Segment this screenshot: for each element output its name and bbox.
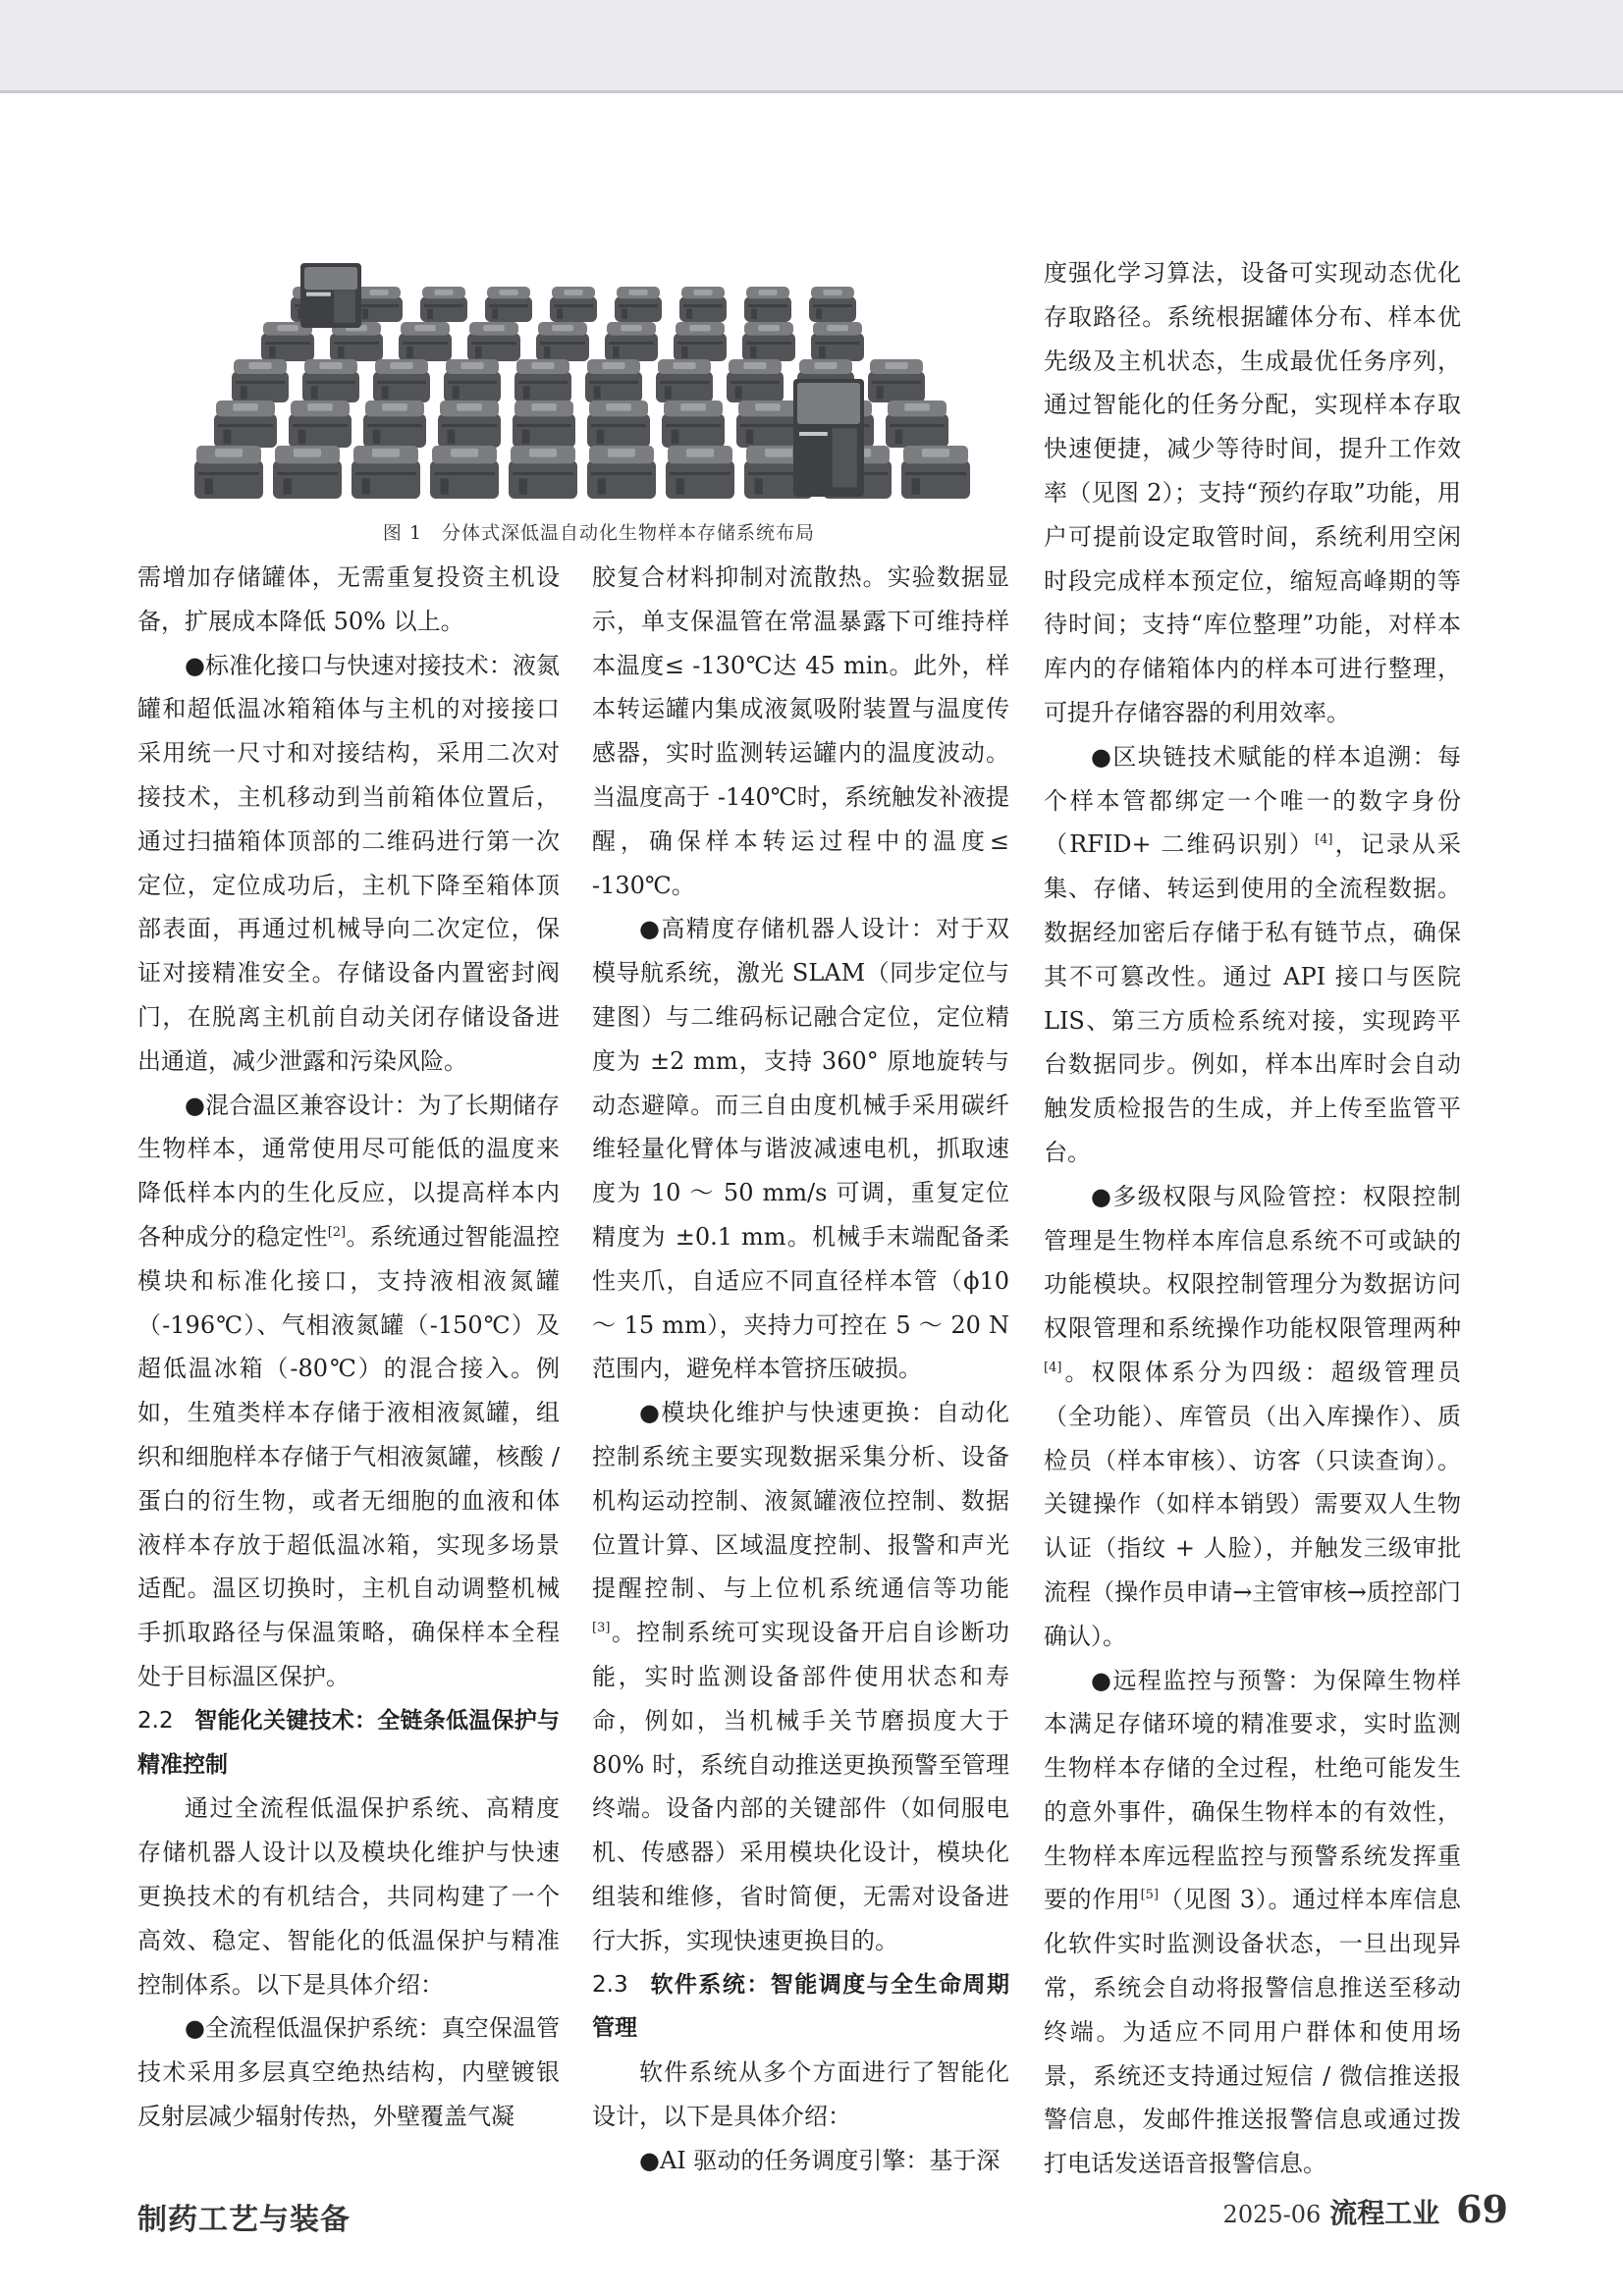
- paragraph: 软件系统从多个方面进行了智能化设计，以下是具体介绍：: [592, 2058, 1009, 2130]
- text-column-3: [1044, 251, 1461, 2186]
- text-column-1: [137, 556, 560, 2139]
- citation-ref: [2]: [327, 1224, 347, 1240]
- paragraph: ●全流程低温保护系统：真空保温管技术采用多层真空绝热结构，内壁镀银反射层减少辐射传热，外壁覆盖气凝: [137, 2014, 560, 2130]
- text-column-2: [592, 556, 1009, 2182]
- paragraph: [1044, 1175, 1461, 1659]
- paragraph-text: ，记录从采集、存储、转运到使用的全流程数据。数据经加密后存储于私有链节点，确保其不可篡改性。通过 API 接口与医院 LIS、第三方质检系统对接，实现跨平台数据同步。例如，样本出库时会自动触发质检报告的生成，并上传至监管平台。: [1044, 830, 1462, 1166]
- journal-section-label: 制药工艺与装备: [137, 2203, 351, 2237]
- storage-tank: [605, 333, 658, 361]
- section-number: 2.2: [137, 1707, 174, 1734]
- storage-tank: [536, 333, 589, 361]
- paragraph-text: ●模块化维护与快速更换：自动化控制系统主要实现数据采集分析、设备机构运动控制、液氮罐液位控制、数据位置计算、区域温度控制、报警和声光提醒控制、与上位机系统通信等功能: [592, 1399, 1009, 1603]
- paragraph: ●AI 驱动的任务调度引擎：基于深: [639, 2146, 1001, 2174]
- paragraph-text: ●混合温区兼容设计：为了长期储存生物样本，通常使用尽可能低的温度来降低样本内的生化反应，以提高样本内各种成分的稳定性: [137, 1091, 560, 1251]
- paragraph-text: ●多级权限与风险管控：权限控制管理是生物样本库信息系统不可或缺的功能模块。权限控制管理分为数据访问权限管理和系统操作功能权限管理两种: [1044, 1182, 1461, 1343]
- storage-tank-array-image: [192, 263, 1005, 508]
- paragraph-text: （见图 3）。通过样本库信息化软件实时监测设备状态，一旦出现异常，系统会自动将报警信息推送至移动终端。为适应不同用户群体和使用场景，系统还支持通过短信 / 微信推送报警信息，发邮件推送报警信息或通过拨打电话发送语音报警信息。: [1044, 1886, 1461, 2178]
- citation-ref: [4]: [1315, 832, 1333, 848]
- issue-date: 2025-06: [1222, 2201, 1322, 2228]
- paragraph: [1044, 1659, 1461, 2187]
- paragraph: [592, 1391, 1009, 1962]
- page-number: 69: [1456, 2187, 1508, 2231]
- paragraph: [137, 1084, 560, 1699]
- page-footer: [1223, 2187, 1508, 2231]
- storage-tank: [232, 371, 289, 402]
- journal-name: 流程工业: [1329, 2197, 1440, 2229]
- paragraph-text: 。控制系统可实现设备开启自诊断功能，实时监测设备部件使用状态和寿命，例如，当机械手关节磨损度大于 80% 时，系统自动推送更换预警至管理终端。设备内部的关键部件（如伺服电机、传感器）采用模块化设计，模块化组装和维修，省时简便，无需对设备进行大拆，实现快速更换目的。: [592, 1619, 1009, 1954]
- paragraph: 通过全流程低温保护系统、高精度存储机器人设计以及模块化维护与快速更换技术的有机结合，共同构建了一个高效、稳定、智能化的低温保护与精准控制体系。以下是具体介绍：: [137, 1794, 560, 1999]
- figure-storage-layout: [192, 263, 1005, 508]
- section-title: 智能化关键技术：全链条低温保护与精准控制: [137, 1707, 560, 1778]
- figure-caption: 图 1 分体式深低温自动化生物样本存储系统布局: [382, 522, 816, 544]
- paragraph: 胶复合材料抑制对流散热。实验数据显示，单支保温管在常温暴露下可维持样本温度≤ -130℃达 45 min。此外，样本转运罐内集成液氮吸附装置与温度传感器，实时监测转运罐内的温度波动。当温度高于 -140℃时，系统触发补液提醒，确保样本转运过程中的温度≤ -130℃。: [592, 563, 1009, 899]
- citation-ref: [5]: [1140, 1888, 1160, 1903]
- section-heading-2-3: [592, 1963, 1009, 2052]
- paragraph-text: ●区块链技术赋能的样本追溯：每个样本管都绑定一个唯一的数字身份（RFID+ 二维码识别）: [1044, 742, 1461, 859]
- paragraph-text: ●远程监控与预警：为保障生物样本满足存储环境的精准要求，实时监测生物样本存储的全过程，杜绝可能发生的意外事件，确保生物样本的有效性，生物样本库远程监控与预警系统发挥重要的作用: [1044, 1666, 1461, 1914]
- storage-tank: [587, 413, 650, 448]
- citation-ref: [3]: [592, 1621, 611, 1636]
- storage-tank: [674, 333, 727, 361]
- paragraph-text: 。系统通过智能温控模块和标准化接口，支持液相液氮罐（-196℃）、气相液氮罐（-150℃）及超低温冰箱（-80℃）的混合接入。例如，生殖类样本存储于液相液氮罐，组织和细胞样本存储于气相液氮罐，核酸 / 蛋白的衍生物，或者无细胞的血液和体液样本存放于超低温冰箱，实现多场景适配。温区切换时，主机自动调整机械手抓取路径与保温策略，确保样本全程处于目标温区保护。: [137, 1222, 561, 1690]
- page-header-band: [0, 0, 1623, 93]
- paragraph: [1044, 735, 1461, 1175]
- section-title: 软件系统：智能调度与全生命周期管理: [592, 1971, 1009, 2042]
- paragraph: ●高精度存储机器人设计：对于双模导航系统，激光 SLAM（同步定位与建图）与二维码标记融合定位，定位精度为 ±2 mm，支持 360° 原地旋转与动态避障。而三自由度机械手采用碳纤维轻量化臂体与谐波减速电机，抓取速度为 10 ～ 50 mm/s 可调，重复定位精度为 ±0.1 mm。机械手末端配备柔性夹爪，自适应不同直径样本管（ϕ10 ～ 15 mm），夹持力可控在 5 ～ 20 N 范围内，避免样本管挤压破损。: [592, 915, 1009, 1383]
- paragraph: ●标准化接口与快速对接技术：液氮罐和超低温冰箱箱体与主机的对接接口采用统一尺寸和对接结构，采用二次对接技术，主机移动到当前箱体位置后，通过扫描箱体顶部的二维码进行第一次定位，定位成功后，主机下降至箱体顶部表面，再通过机械导向二次定位，保证对接精准安全。存储设备内置密封阀门，在脱离主机前自动关闭存储设备进出通道，减少泄露和污染风险。: [137, 651, 560, 1075]
- storage-tank: [513, 413, 575, 448]
- citation-ref: [4]: [1044, 1360, 1062, 1375]
- storage-tank: [662, 413, 725, 448]
- section-heading-2-2: [137, 1699, 560, 1788]
- paragraph: 度强化学习算法，设备可实现动态优化存取路径。系统根据罐体分布、样本优先级及主机状态，生成最优任务序列，通过智能化的任务分配，实现样本存取快速便捷，减少等待时间，提升工作效率（见图 2）；支持“预约存取”功能，用户可提前设定取管时间，系统利用空闲时段完成样本预定位，缩短高峰期的等待时间；支持“库位整理”功能，对样本库内的存储箱体内的样本可进行整理，可提升存储容器的利用效率。: [1044, 259, 1461, 726]
- paragraph-text: 。权限体系分为四级：超级管理员（全功能）、库管员（出入库操作）、质检员（样本审核）、访客（只读查询）。关键操作（如样本销毁）需要双人生物认证（指纹 + 人脸），并触发三级审批流程（操作员申请→主管审核→质控部门确认）。: [1044, 1358, 1461, 1650]
- section-number: 2.3: [592, 1971, 628, 1998]
- paragraph: 需增加存储罐体，无需重复投资主机设备，扩展成本降低 50% 以上。: [137, 563, 560, 635]
